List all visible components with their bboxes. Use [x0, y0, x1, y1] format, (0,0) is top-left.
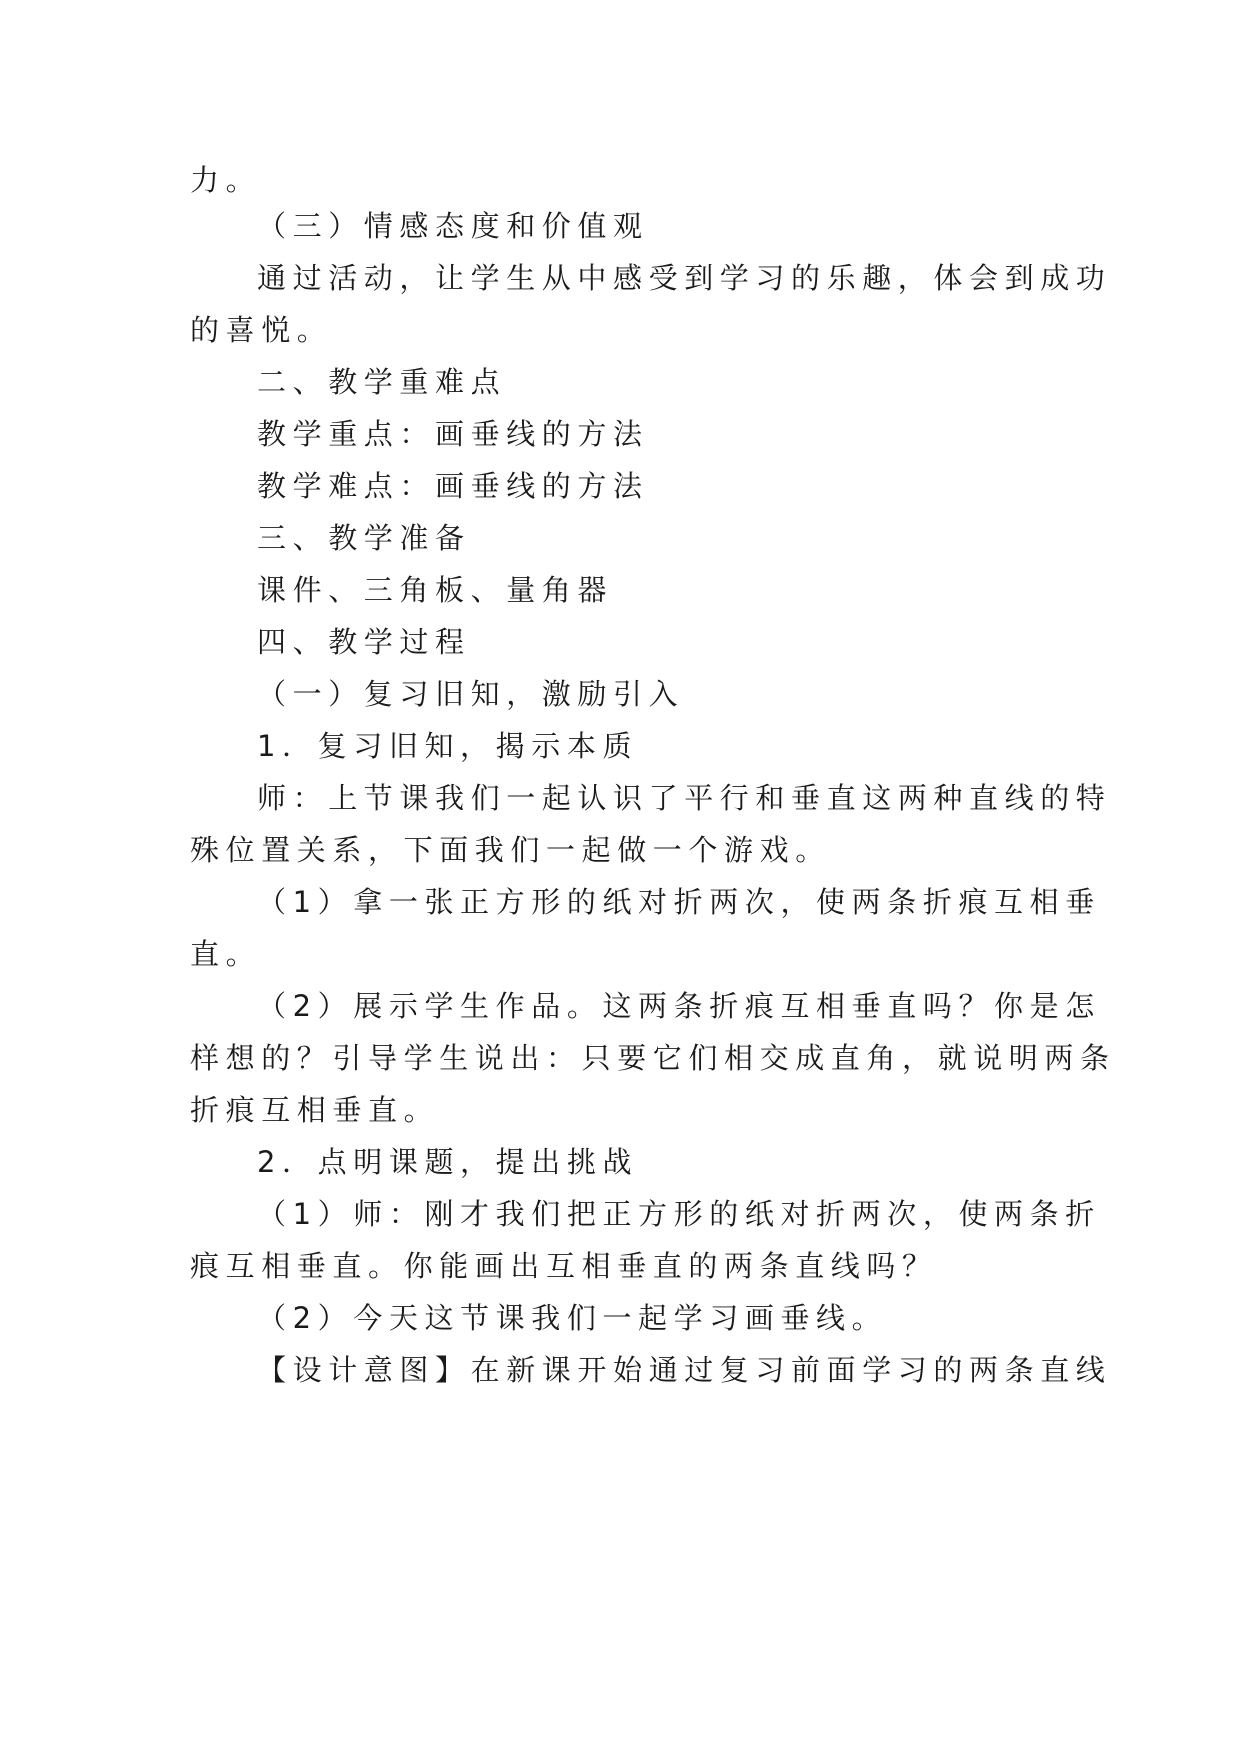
paragraph-line: （2）展示学生作品。这两条折痕互相垂直吗？你是怎 — [257, 989, 1101, 1023]
step-heading-1: 1．复习旧知，揭示本质 — [257, 729, 639, 763]
paragraph-line: 通过活动，让学生从中感受到学习的乐趣，体会到成功 — [257, 261, 1112, 295]
section-heading-process: 四、教学过程 — [257, 625, 471, 659]
paragraph-line: 师：上节课我们一起认识了平行和垂直这两种直线的特 — [257, 781, 1112, 815]
paragraph-line: （2）今天这节课我们一起学习画垂线。 — [257, 1301, 888, 1335]
paragraph-line: 折痕互相垂直。 — [190, 1093, 440, 1127]
section-heading-emotion: （三）情感态度和价值观 — [257, 209, 649, 243]
difficulty-line: 教学难点：画垂线的方法 — [257, 469, 649, 503]
paragraph-line: （1）师：刚才我们把正方形的纸对折两次，使两条折 — [257, 1197, 1101, 1231]
design-intent-line: 【设计意图】在新课开始通过复习前面学习的两条直线 — [257, 1353, 1112, 1387]
step-heading-2: 2．点明课题，提出挑战 — [257, 1145, 639, 1179]
section-heading-key-points: 二、教学重难点 — [257, 365, 507, 399]
text-line-continuation: 力。 — [190, 163, 262, 197]
key-point-line: 教学重点：画垂线的方法 — [257, 417, 649, 451]
paragraph-line: （1）拿一张正方形的纸对折两次，使两条折痕互相垂 — [257, 885, 1101, 919]
section-heading-preparation: 三、教学准备 — [257, 521, 471, 555]
paragraph-line: 痕互相垂直。你能画出互相垂直的两条直线吗？ — [190, 1249, 938, 1283]
paragraph-line: 殊位置关系，下面我们一起做一个游戏。 — [190, 833, 831, 867]
paragraph-line: 样想的？引导学生说出：只要它们相交成直角，就说明两条 — [190, 1041, 1116, 1075]
subsection-heading-review: （一）复习旧知，激励引入 — [257, 677, 685, 711]
paragraph-line: 直。 — [190, 937, 262, 971]
paragraph-line: 的喜悦。 — [190, 313, 333, 347]
materials-line: 课件、三角板、量角器 — [257, 573, 614, 607]
